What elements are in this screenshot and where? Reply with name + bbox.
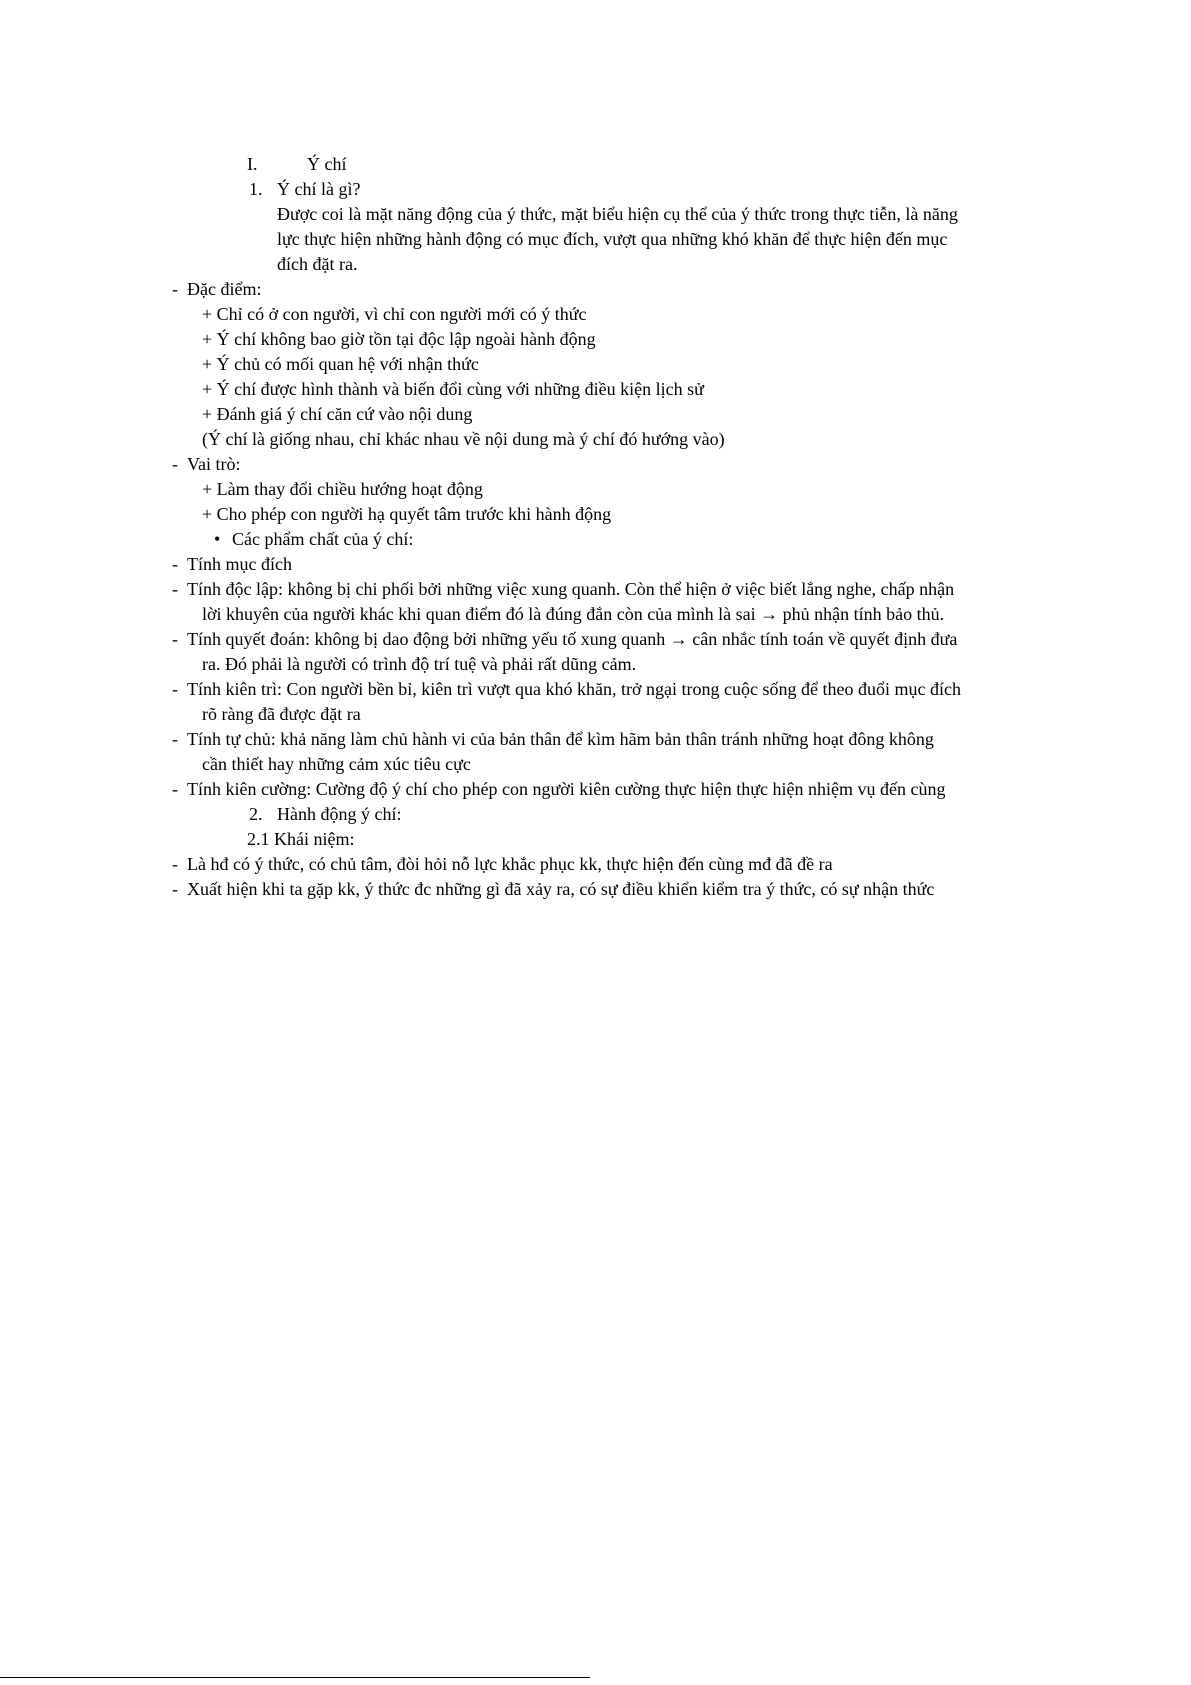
dac-diem-item: + Ý chí được hình thành và biến đổi cùng với những điều kiện lịch sử <box>202 379 704 399</box>
bullet-text: Các phẩm chất của ý chí: <box>232 529 414 549</box>
dash-marker: - <box>172 629 178 649</box>
q2-number: 2. <box>249 804 263 824</box>
dac-diem-heading: Đặc điểm: <box>187 279 262 299</box>
pham-chat-line: Tính kiên cường: Cường độ ý chí cho phép con người kiên cường thực hiện thực hiện nhiệm vụ đến cùng <box>187 779 946 799</box>
q1-body-line: lực thực hiện những hành động có mục đích, vượt qua những khó khăn để thực hiện đến mục <box>277 229 948 249</box>
section-title: Ý chí <box>307 154 347 174</box>
q2-title: Hành động ý chí: <box>277 804 402 824</box>
q1-body-line: đích đặt ra. <box>277 254 358 274</box>
dac-diem-item: + Chỉ có ở con người, vì chỉ con người mới có ý thức <box>202 304 587 324</box>
dash-marker: - <box>172 879 178 899</box>
dash-marker: - <box>172 779 178 799</box>
dac-diem-item: + Ý chủ có mối quan hệ với nhận thức <box>202 354 479 374</box>
pham-chat-line: Tính kiên trì: Con người bền bỉ, kiên trì vượt qua khó khăn, trở ngại trong cuộc sống để theo đuổi mục đích <box>187 679 961 699</box>
dash-marker: - <box>172 454 178 474</box>
dac-diem-item: + Ý chí không bao giờ tồn tại độc lập ngoài hành động <box>202 329 596 349</box>
q1-number: 1. <box>249 179 263 199</box>
section-numeral: I. <box>247 154 258 174</box>
dash-marker: - <box>172 679 178 699</box>
pham-chat-line: Tính mục đích <box>187 554 292 574</box>
pham-chat-line: ra. Đó phải là người có trình độ trí tuệ và phải rất dũng cảm. <box>202 654 637 674</box>
pham-chat-line: cần thiết hay những cảm xúc tiêu cực <box>202 754 471 774</box>
pham-chat-line: Tính quyết đoán: không bị dao động bởi những yếu tố xung quanh → cân nhắc tính toán về quyết định đưa <box>187 629 958 649</box>
q2-item: Xuất hiện khi ta gặp kk, ý thức đc những gì đã xảy ra, có sự điều khiển kiểm tra ý thức, có sự nhận thức <box>187 879 935 899</box>
bullet-marker: • <box>214 529 221 549</box>
q2-item: Là hđ có ý thức, có chủ tâm, đòi hỏi nỗ lực khắc phục kk, thực hiện đến cùng mđ đã đề ra <box>187 854 833 874</box>
dac-diem-note: (Ý chí là giống nhau, chỉ khác nhau về nội dung mà ý chí đó hướng vào) <box>202 429 725 449</box>
dash-marker: - <box>172 579 178 599</box>
vai-tro-heading: Vai trò: <box>187 454 241 474</box>
q2-subheading: 2.1 Khái niệm: <box>247 829 355 849</box>
dash-marker: - <box>172 554 178 574</box>
dash-marker: - <box>172 279 178 299</box>
vai-tro-item: + Làm thay đổi chiều hướng hoạt động <box>202 479 483 499</box>
dac-diem-item: + Đánh giá ý chí căn cứ vào nội dung <box>202 404 473 424</box>
q1-title: Ý chí là gì? <box>277 179 361 199</box>
vai-tro-item: + Cho phép con người hạ quyết tâm trước khi hành động <box>202 504 612 524</box>
q1-body-line: Được coi là mặt năng động của ý thức, mặt biểu hiện cụ thể của ý thức trong thực tiễn, là năng <box>277 204 958 224</box>
pham-chat-line: lời khuyên của người khác khi quan điểm đó là đúng đắn còn của mình là sai → phủ nhận tính bảo thủ. <box>202 604 945 624</box>
dash-marker: - <box>172 729 178 749</box>
dash-marker: - <box>172 854 178 874</box>
pham-chat-line: Tính độc lập: không bị chi phối bởi những việc xung quanh. Còn thể hiện ở việc biết lắng nghe, chấp nhận <box>187 579 955 599</box>
pham-chat-line: rõ ràng đã được đặt ra <box>202 704 361 724</box>
pham-chat-line: Tính tự chủ: khả năng làm chủ hành vi của bản thân để kìm hãm bản thân tránh những hoạt đông không <box>187 729 934 749</box>
footnote-separator <box>0 1677 590 1678</box>
